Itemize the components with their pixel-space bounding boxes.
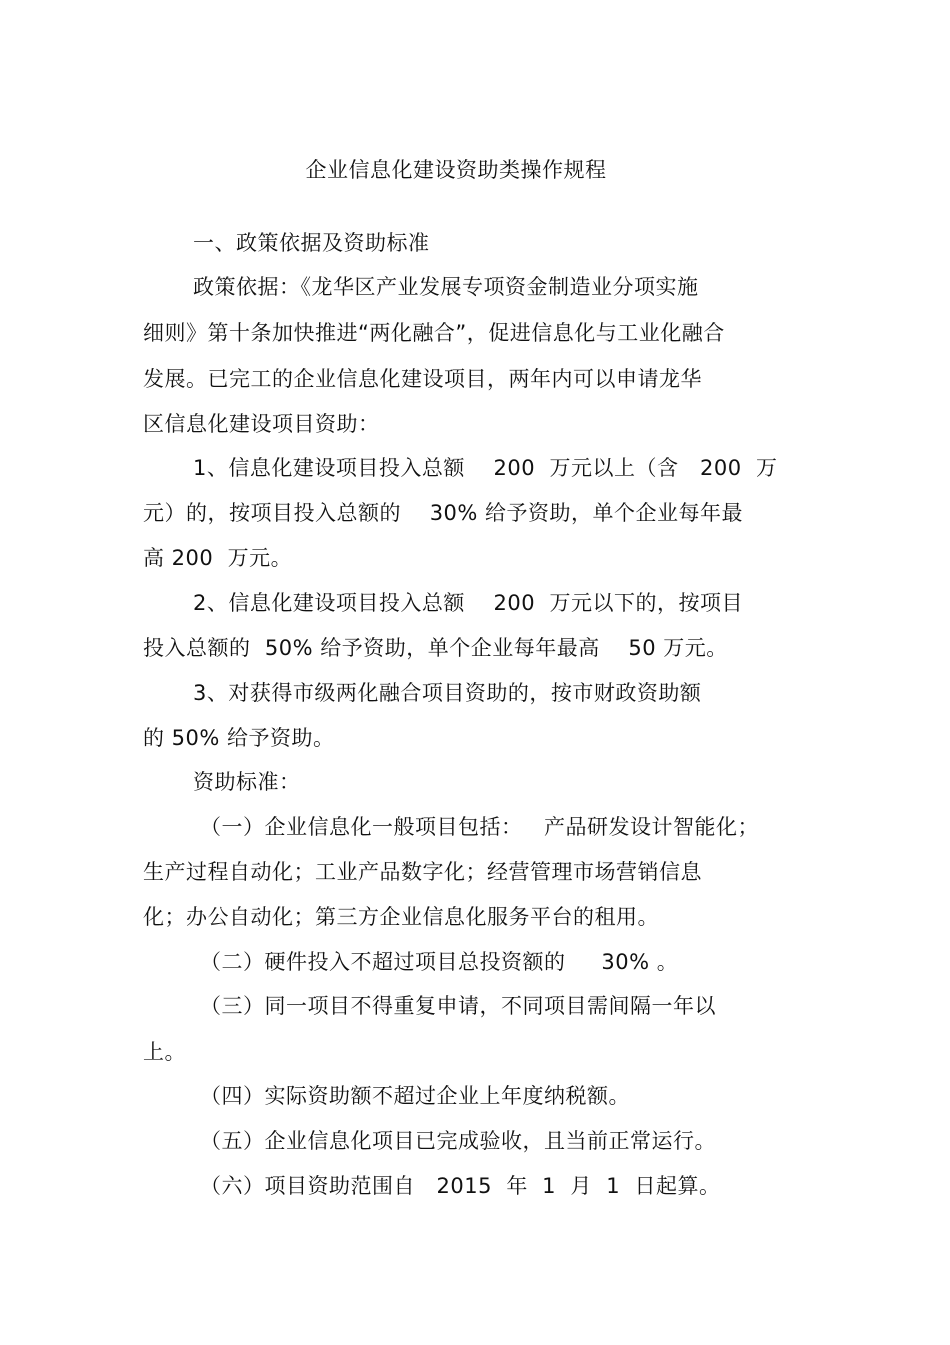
paragraph-line: 的 50% 给予资助。 [143,726,335,750]
paragraph-line: （二）硬件投入不超过项目总投资额的 30% 。 [200,950,679,974]
paragraph-line: 发展。已完工的企业信息化建设项目，两年内可以申请龙华 [143,367,702,391]
paragraph-line: 3、对获得市级两化融合项目资助的，按市财政资助额 [193,681,702,705]
paragraph-line: （三）同一项目不得重复申请，不同项目需间隔一年以 [200,994,716,1018]
paragraph-line: 生产过程自动化；工业产品数字化；经营管理市场营销信息 [143,860,702,884]
paragraph-line: 资助标准： [193,770,301,794]
paragraph-line: （一）企业信息化一般项目包括： 产品研发设计智能化； [200,815,760,839]
paragraph-line: （四）实际资助额不超过企业上年度纳税额。 [200,1084,630,1108]
paragraph-line: 细则》第十条加快推进“两化融合”，促进信息化与工业化融合 [143,321,725,345]
paragraph-line: 2、信息化建设项目投入总额 200 万元以下的，按项目 [193,591,743,615]
document-title: 企业信息化建设资助类操作规程 [305,158,607,182]
section-heading: 一、政策依据及资助标准 [193,231,430,255]
paragraph-line: （六）项目资助范围自 2015 年 1 月 1 日起算。 [200,1174,721,1198]
paragraph-line: 投入总额的 50% 给予资助，单个企业每年最高 50 万元。 [143,636,728,660]
paragraph-line: （五）企业信息化项目已完成验收，且当前正常运行。 [200,1129,716,1153]
paragraph-line: 高 200 万元。 [143,546,293,570]
paragraph-line: 区信息化建设项目资助： [143,412,380,436]
paragraph-line: 1、信息化建设项目投入总额 200 万元以上（含 200 万 [193,456,778,480]
paragraph-line: 元）的，按项目投入总额的 30% 给予资助，单个企业每年最 [143,501,744,525]
paragraph-line: 上。 [143,1040,186,1064]
paragraph-line: 化；办公自动化；第三方企业信息化服务平台的租用。 [143,905,659,929]
paragraph-line: 政策依据：《龙华区产业发展专项资金制造业分项实施 [193,275,699,299]
